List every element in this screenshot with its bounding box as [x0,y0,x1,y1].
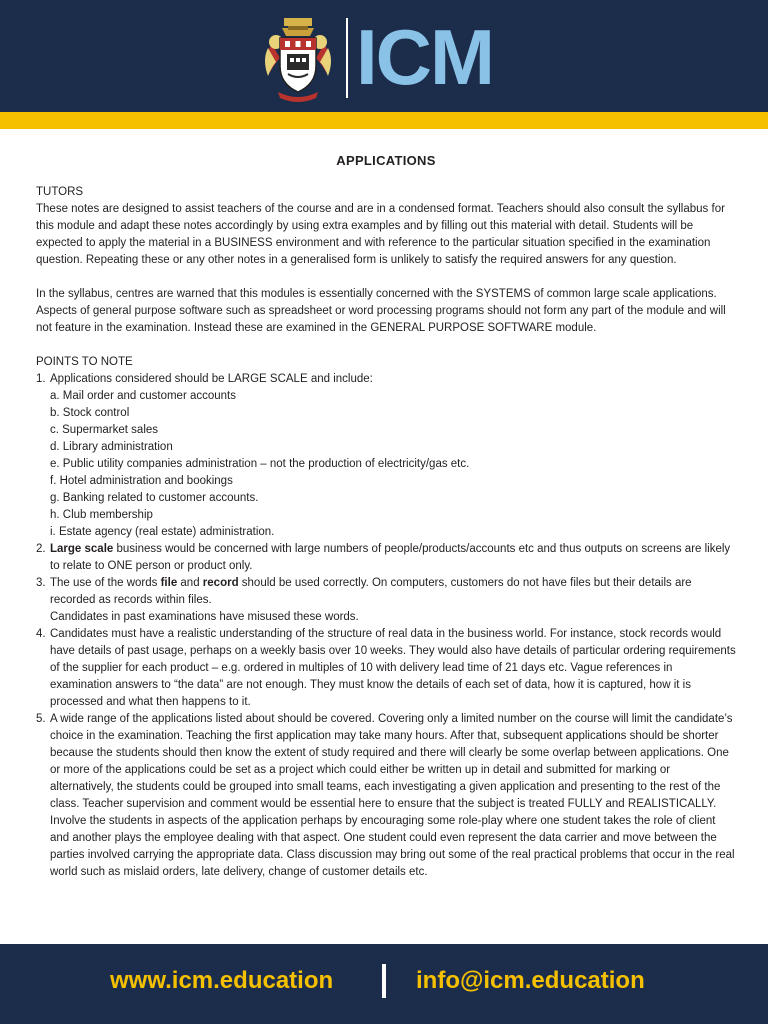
point-1 [36,371,736,388]
page-header [0,0,768,112]
points-heading: POINTS TO NOTE [36,356,133,368]
point-text: Applications considered should be LARGE SCALE and include: [50,373,373,385]
list-item: c. Supermarket sales [50,424,159,436]
syllabus-paragraph: In the syllabus, centres are warned that this modules is essentially concerned with the SYSTEMS of common large scale applications. Aspects of general purpose software such as spreadsheet or word processing programs should not form any part of the module and will not feature in the examination. Instead these are examined in the GENERAL PURPOSE SOFTWARE module. [36,288,726,334]
list-item: a. Mail order and customer accounts [50,390,237,402]
list-item: b. Stock control [50,407,130,419]
list-item: g. Banking related to customer accounts. [50,492,259,504]
point-text-part: and [177,577,203,589]
crest-icon [262,14,334,102]
point-text-part: Candidates in past examinations have misused these words. [50,611,359,623]
document-body [36,150,736,881]
point-text: Candidates must have a realistic understanding of the structure of real data in the business world. For instance, stock records would have details of past usage, perhaps on a weekly basis over 10 weeks. They would also have details of particular ordering requirements of the supplier for each product – e.g. ordered in multiples of 10 with delivery lead time of 21 days etc. Vague references in examination answers to “the data” are not enough. They must know the details of each set of data, how it is captured, how it is processed and what then happens to it. [50,628,736,708]
intro-paragraph: These notes are designed to assist teachers of the course and are in a condensed format. Teachers should also consult the syllabus for this module and adapt these notes accordingly by using extra examples and by filling out this material with detail. Students will be expected to apply the material in a BUSINESS environment and with reference to the particular situation specified in the examination question. Repeating these or any other notes in a generalised form is unlikely to satisfy the required answers for any question. [36,203,725,266]
icm-logo-text: ICM [356,13,493,101]
tutors-heading: TUTORS [36,186,84,198]
page-title: APPLICATIONS [336,153,436,168]
logo-divider [346,18,348,98]
website-link[interactable]: www.icm.education [110,967,334,994]
list-item: h. Club membership [50,509,153,521]
point-text-rest: business would be concerned with large numbers of people/products/accounts etc and thus outputs on screens are likely to relate to ONE person or product only. [50,543,731,572]
point-number: 2. [36,543,46,555]
point-number: 5. [36,713,46,725]
list-item: e. Public utility companies administration – not the production of electricity/gas etc. [50,458,470,470]
gold-stripe [0,112,768,129]
point-number: 3. [36,577,46,589]
point-5 [36,711,736,881]
point-text [50,541,736,575]
point-3 [36,575,736,626]
bold-term: record [202,577,239,589]
point-1-subitems [36,388,736,541]
bold-term: Large scale [50,543,114,555]
point-number: 1. [36,373,46,385]
point-4 [36,626,736,711]
point-text-part: The use of the words [50,577,161,589]
point-text-part: should be used correctly. On computers, customers do not have files but their details are recorded as records within files. [50,577,692,606]
point-text: A wide range of the applications listed about should be covered. Covering only a limited number on the course will limit the candidate’s choice in the examination. Teaching the first application may take many hours. After that, subsequent applications should be shorter because the students should then know the extent of study required and there will clearly be some overlap between applications. One or more of the applications could be set as a project which could either be written up in detail and submitted for marking or alternatively, the students could be grouped into small teams, each investigating a given application and presenting to the rest of the class. Teacher supervision and comment would be essential here to ensure that the subject is treated FULLY and REALISTICALLY. Involve the students in aspects of the application perhaps by encouraging some role-play where one student takes the role of client and another plays the employee dealing with that aspect. One student could even represent the data carrier and move between the parties involved carrying the appropriate data. Class discussion may bring out some of the real practical problems that occur in the real world such as mislaid orders, late delivery, change of customer details etc. [50,713,735,878]
stripe-divider [0,129,768,131]
paragraph-gap [36,337,736,354]
page-footer [0,944,768,1024]
paragraph-gap [36,269,736,286]
list-item: f. Hotel administration and bookings [50,475,233,487]
list-item: d. Library administration [50,441,173,453]
point-number: 4. [36,628,46,640]
list-item: i. Estate agency (real estate) administration. [50,526,275,538]
bold-term: file [160,577,178,589]
footer-separator [382,964,386,998]
point-text [50,575,736,626]
email-link[interactable]: info@icm.education [416,967,645,994]
point-2 [36,541,736,575]
